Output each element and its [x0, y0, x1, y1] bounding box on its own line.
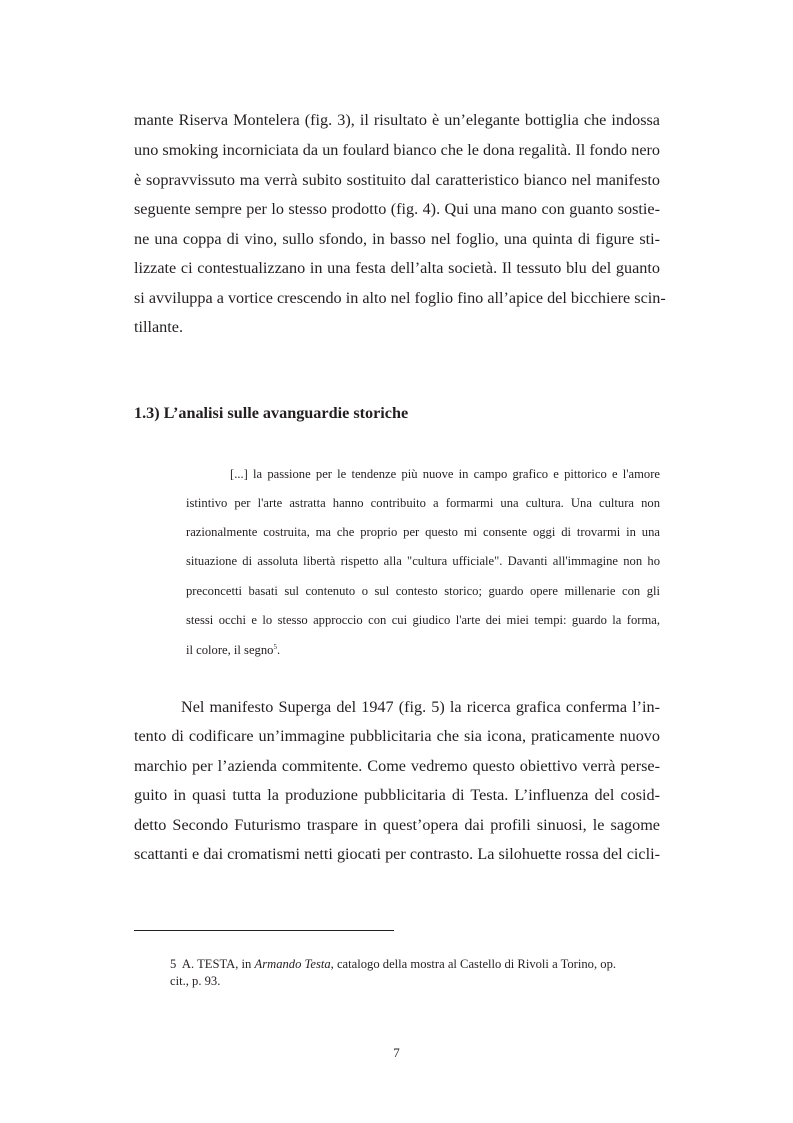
paragraph-line: guito in quasi tutta la produzione pubblicitaria di Testa. L’influenza del cosid-	[134, 786, 660, 804]
quote-line: [...] la passione per le tendenze più nuove in campo grafico e pittorico e l'amore	[230, 467, 660, 481]
footnote-line	[170, 956, 660, 972]
paragraph-line: ne una coppa di vino, sullo sfondo, in basso nel foglio, una quinta di figure sti-	[134, 230, 660, 248]
quote-line: preconcetti basati sul contenuto o sul contesto storico; guardo opere millenarie con gli	[186, 584, 660, 598]
quote-period: .	[276, 643, 281, 657]
paragraph-line: tento di codificare un’immagine pubblicitaria che sia icona, praticamente nuovo	[134, 727, 660, 745]
quote-line: razionalmente costruita, ma che proprio per questo mi consente oggi di trovarmi in una	[186, 525, 660, 539]
quote-line	[186, 642, 660, 658]
paragraph-line: seguente sempre per lo stesso prodotto (fig. 4). Qui una mano con guanto sostie-	[134, 200, 660, 218]
quote-last-text: il colore, il segno	[186, 643, 274, 657]
page-number: 7	[393, 1045, 400, 1060]
footnote-title: Armando Testa	[254, 957, 331, 971]
quote-line: situazione di assoluta libertà rispetto alla "cultura ufficiale". Davanti all'immagine non ho	[186, 554, 660, 568]
paragraph-line: scattanti e dai cromatismi netti giocati per contrasto. La silohuette rossa del cicli-	[134, 845, 660, 863]
footnote-number: 5	[170, 957, 177, 971]
footnote-reference[interactable]: 5	[273, 642, 277, 651]
footnote-citation: , catalogo della mostra al Castello di Rivoli a Torino, op.	[330, 957, 617, 971]
paragraph-line: lizzate ci contestualizzano in una festa dell’alta società. Il tessuto blu del guanto	[134, 259, 660, 277]
footnote-line-2: cit., p. 93.	[170, 974, 221, 988]
paragraph-line: si avviluppa a vortice crescendo in alto nel foglio fino all’apice del bicchiere scin-	[134, 289, 666, 307]
paragraph-line: Nel manifesto Superga del 1947 (fig. 5) la ricerca grafica conferma l’in-	[181, 698, 660, 716]
section-heading: 1.3) L’analisi sulle avanguardie storiche	[134, 404, 409, 422]
footnote-author: A. TESTA, in	[181, 957, 252, 971]
paragraph-line: uno smoking incorniciata da un foulard bianco che le dona regalità. Il fondo nero	[134, 141, 660, 159]
paragraph-line: marchio per l’azienda commitente. Come vedremo questo obiettivo verrà perse-	[134, 757, 660, 775]
paragraph-line: mante Riserva Montelera (fig. 3), il risultato è un’elegante bottiglia che indossa	[134, 111, 660, 129]
paragraph-line: tillante.	[134, 318, 183, 336]
paragraph-line: è sopravvissuto ma verrà subito sostituito dal caratteristico bianco nel manifesto	[134, 171, 660, 189]
footnote-separator	[134, 930, 394, 931]
quote-line: istintivo per l'arte astratta hanno contribuito a formarmi una cultura. Una cultura non	[186, 496, 660, 510]
quote-line: stessi occhi e lo stesso approccio con cui giudico l'arte dei miei tempi: guardo la forma,	[186, 613, 660, 627]
paragraph-line: detto Secondo Futurismo traspare in quest’opera dai profili sinuosi, le sagome	[134, 816, 660, 834]
